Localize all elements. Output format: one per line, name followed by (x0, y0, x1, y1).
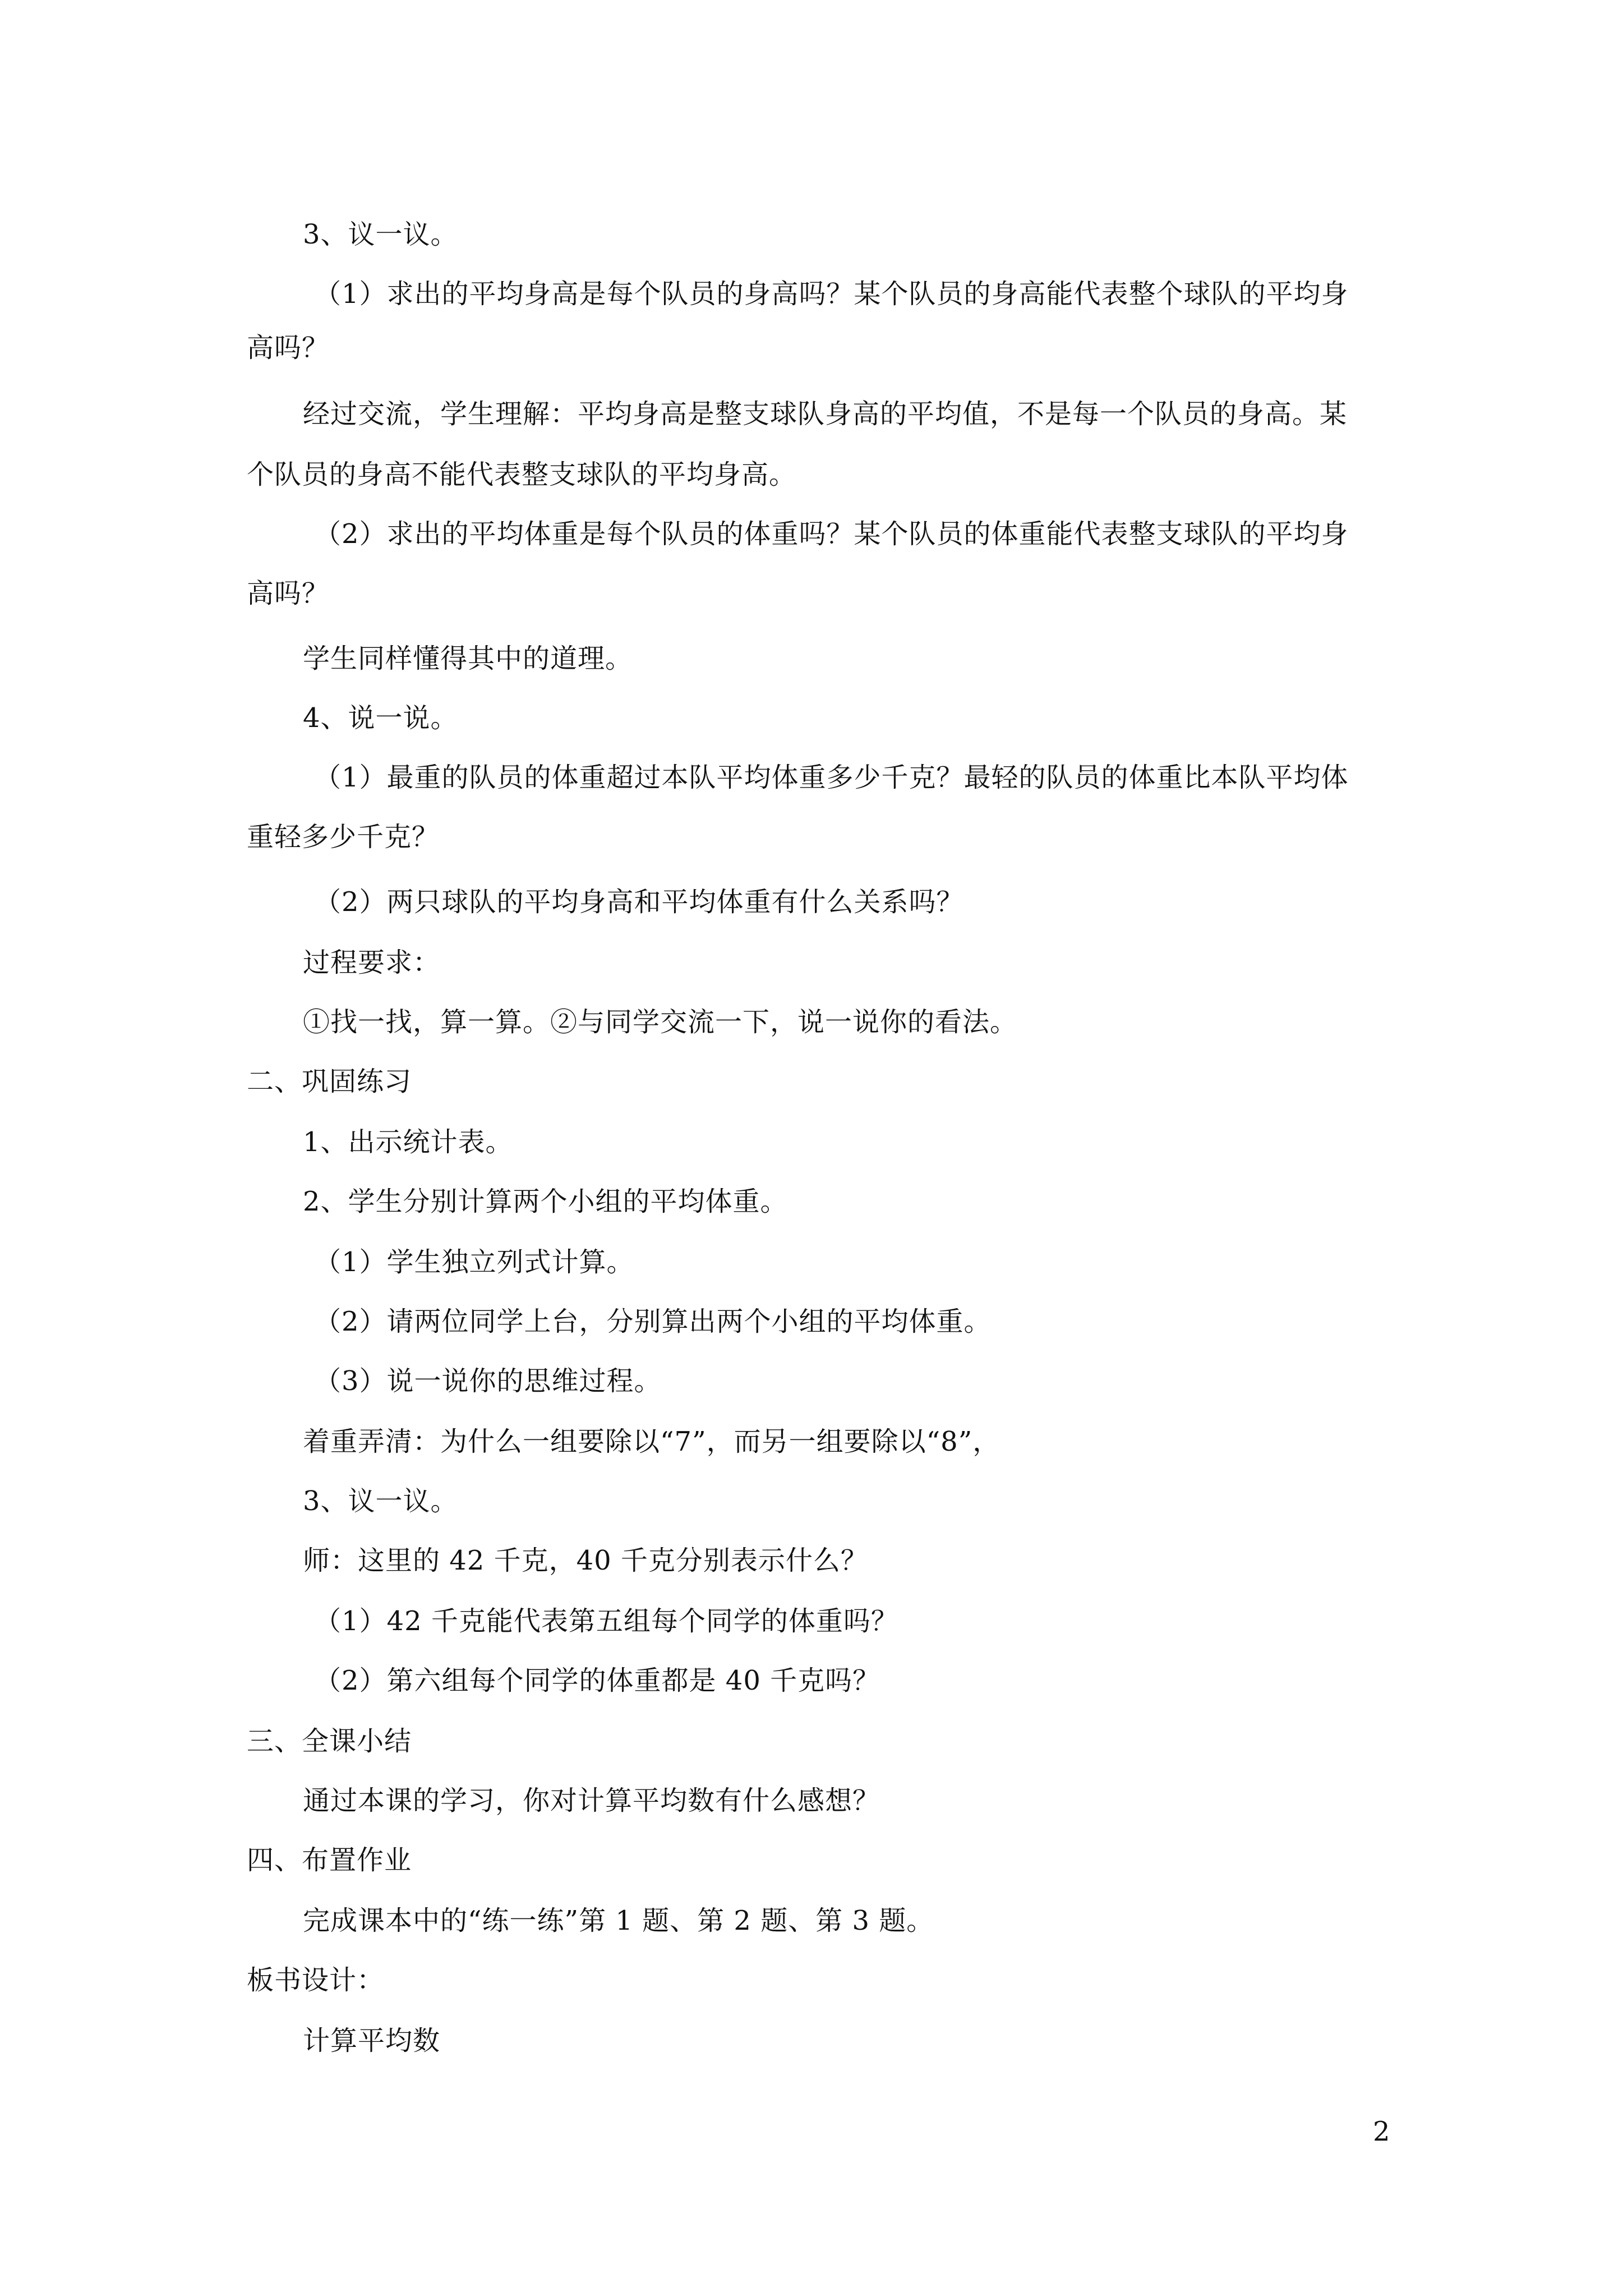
page-number: 2 (1373, 2116, 1390, 2147)
subsection-heading: 4、说一说。 (303, 702, 458, 734)
paragraph-line: 着重弄清：为什么一组要除以“7”，而另一组要除以“8”， (303, 1426, 1000, 1457)
paragraph-line: 学生同样懂得其中的道理。 (303, 643, 633, 674)
paragraph-line: （2）第六组每个同学的体重都是 40 千克吗？ (314, 1665, 880, 1696)
paragraph-line: （1）学生独立列式计算。 (314, 1246, 634, 1278)
paragraph-line: 重轻多少千克？ (247, 821, 440, 853)
paragraph-line: （2）求出的平均体重是每个队员的体重吗？某个队员的体重能代表整支球队的平均身 (314, 518, 1349, 550)
paragraph-line: 过程要求： (303, 947, 441, 978)
section-heading: 三、全课小结 (247, 1726, 412, 1757)
subsection-heading: 3、议一议。 (303, 219, 458, 250)
section-heading: 板书设计： (247, 1964, 385, 1996)
paragraph-line: 1、出示统计表。 (303, 1126, 513, 1158)
paragraph-line: （1）求出的平均身高是每个队员的身高吗？某个队员的身高能代表整个球队的平均身 (314, 278, 1349, 310)
subsection-heading: 3、议一议。 (303, 1485, 458, 1517)
paragraph-line: 个队员的身高不能代表整支球队的平均身高。 (247, 459, 797, 490)
paragraph-line: 通过本课的学习，你对计算平均数有什么感想？ (303, 1785, 880, 1816)
paragraph-line: 高吗？ (247, 332, 330, 364)
paragraph-line: （1）42 千克能代表第五组每个同学的体重吗？ (314, 1605, 898, 1637)
paragraph-line: 计算平均数 (303, 2025, 441, 2056)
paragraph-line: 高吗？ (247, 578, 330, 609)
paragraph-line: 完成课本中的“练一练”第 1 题、第 2 题、第 3 题。 (303, 1905, 934, 1936)
paragraph-line: （2）两只球队的平均身高和平均体重有什么关系吗？ (314, 886, 964, 918)
paragraph-line: 经过交流，学生理解：平均身高是整支球队身高的平均值，不是每一个队员的身高。某 (303, 398, 1348, 430)
paragraph-line: （1）最重的队员的体重超过本队平均体重多少千克？最轻的队员的体重比本队平均体 (314, 762, 1349, 793)
paragraph-line: （3）说一说你的思维过程。 (314, 1365, 662, 1397)
section-heading: 四、布置作业 (247, 1844, 412, 1876)
paragraph-line: ①找一找，算一算。②与同学交流一下，说一说你的看法。 (303, 1006, 1018, 1038)
paragraph-line: 师：这里的 42 千克，40 千克分别表示什么？ (303, 1545, 868, 1576)
section-heading: 二、巩固练习 (247, 1066, 412, 1097)
paragraph-line: （2）请两位同学上台，分别算出两个小组的平均体重。 (314, 1306, 992, 1337)
paragraph-line: 2、学生分别计算两个小组的平均体重。 (303, 1186, 788, 1217)
